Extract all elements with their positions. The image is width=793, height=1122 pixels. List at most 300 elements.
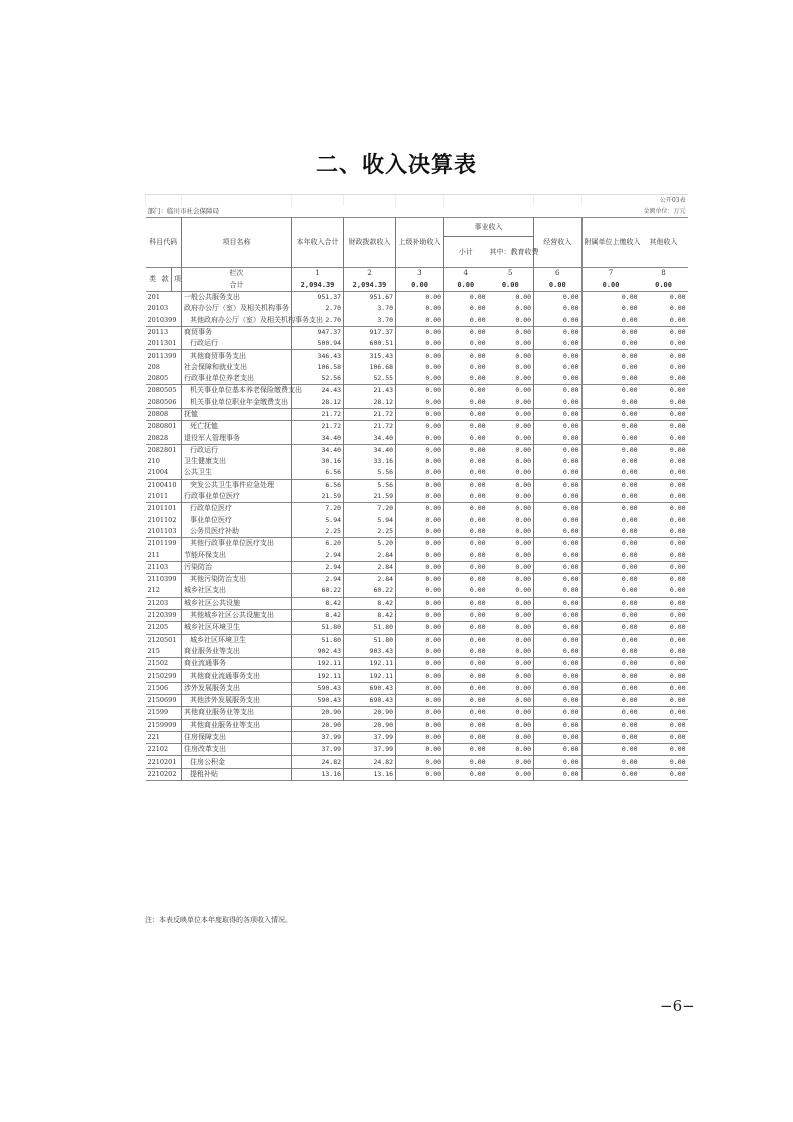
amount-cell: 0.00 (669, 422, 686, 431)
amount-cell: 0.00 (396, 538, 444, 550)
amount-cell: 30.16 (292, 456, 344, 467)
amount-cell: 0.00 (582, 609, 640, 621)
amount-cell: 0.00 (396, 574, 444, 586)
amount-cell: 0.00 (582, 373, 640, 385)
table-row (146, 561, 688, 573)
amount-cell: 5.56 (344, 479, 396, 491)
amount-cell: 0.00 (582, 314, 640, 326)
amount-cell: 0.00 (488, 444, 534, 456)
amount-cell: 315.43 (344, 350, 396, 362)
header-affiliated: 附属单位上缴收入 (582, 218, 640, 268)
table-row (146, 291, 688, 303)
page-title: 二、收入决算表 (315, 153, 477, 178)
amount-cell: 0.00 (534, 634, 582, 646)
amount-cell: 5.94 (344, 515, 396, 526)
amount-cell: 34.40 (344, 432, 396, 444)
amount-cell: 0.00 (669, 468, 686, 477)
header-item: 项 (172, 268, 182, 292)
amount-cell: 0.00 (488, 561, 534, 573)
amount-cell: 0.00 (669, 433, 686, 442)
amount-cell: 0.00 (396, 634, 444, 646)
amount-cell: 0.00 (488, 707, 534, 719)
item-name: 机关事业单位职业年金缴费支出 (182, 397, 292, 409)
amount-cell: 0.00 (534, 397, 582, 409)
amount-cell: 0.00 (469, 304, 486, 313)
amount-cell: 0.00 (582, 467, 640, 479)
amount-cell: 0.00 (396, 561, 444, 573)
amount-cell: 3.70 (344, 314, 396, 326)
amount-cell: 0.00 (669, 457, 686, 466)
amount-cell: 52.56 (292, 373, 344, 385)
amount-cell: 0.00 (534, 467, 582, 479)
subject-code: 2080506 (146, 397, 182, 409)
amount-cell: 0.00 (669, 550, 686, 559)
table-row (146, 432, 688, 444)
amount-cell: 0.00 (469, 598, 486, 607)
amount-cell: 0.00 (396, 731, 444, 743)
table-row (146, 744, 688, 756)
amount-cell: 0.00 (488, 574, 534, 586)
item-name: 住房改革支出 (182, 744, 292, 756)
amount-cell: 0.00 (488, 694, 534, 706)
amount-cell: 0.00 (534, 326, 582, 338)
item-name: 其他政府办公厅（室）及相关机构事务支出 (182, 314, 292, 326)
amount-cell: 0.00 (469, 671, 486, 680)
amount-cell: 0.00 (396, 432, 444, 444)
amount-cell: 13.16 (292, 768, 344, 780)
amount-cell: 0.00 (469, 492, 486, 501)
header-name: 项目名称 (182, 218, 292, 268)
amount-cell: 600.51 (344, 338, 396, 350)
table-row (146, 719, 688, 731)
amount-cell: 0.00 (488, 585, 534, 597)
item-name: 政府办公厅（室）及相关机构事务 (182, 303, 292, 314)
amount-cell: 0.00 (669, 659, 686, 668)
amount-cell: 8.42 (292, 609, 344, 621)
item-name: 商贸事务 (182, 326, 292, 338)
income-table (145, 194, 688, 781)
form-code: 公开03表 (582, 195, 688, 207)
amount-cell: 346.43 (292, 350, 344, 362)
item-name: 公务员医疗补助 (182, 526, 292, 538)
amount-cell: 34.40 (292, 432, 344, 444)
total-value: 0.00 (534, 280, 582, 292)
amount-cell: 0.00 (396, 515, 444, 526)
table-body (146, 291, 688, 780)
amount-cell: 2.70 (292, 303, 344, 314)
amount-cell: 0.00 (488, 456, 534, 467)
department-row (146, 206, 688, 218)
amount-cell: 0.00 (396, 646, 444, 658)
amount-cell: 0.00 (582, 350, 640, 362)
amount-cell: 0.00 (396, 549, 444, 561)
amount-cell: 0.00 (582, 538, 640, 550)
header-section: 款 (161, 275, 169, 284)
unit-label: 金额单位：万元 (643, 208, 686, 216)
amount-cell: 0.00 (534, 561, 582, 573)
amount-cell: 28.12 (344, 397, 396, 409)
amount-cell: 0.00 (469, 293, 486, 302)
table-row (146, 373, 688, 385)
subject-code: 2120501 (146, 634, 182, 646)
amount-cell: 34.40 (344, 444, 396, 456)
amount-cell: 0.00 (582, 456, 640, 467)
table-row (146, 503, 688, 515)
amount-cell: 0.00 (534, 421, 582, 433)
amount-cell: 0.00 (396, 670, 444, 682)
amount-cell: 0.00 (669, 683, 686, 692)
amount-cell: 590.43 (292, 694, 344, 706)
table-row (146, 385, 688, 397)
amount-cell: 0.00 (469, 611, 486, 620)
amount-cell: 0.00 (396, 444, 444, 456)
amount-cell: 0.00 (488, 682, 534, 694)
amount-cell: 0.00 (488, 768, 534, 780)
table-row (146, 707, 688, 719)
amount-cell: 0.00 (669, 480, 686, 489)
table-note: 注：本表反映单位本年度取得的各项收入情况。 (145, 916, 292, 924)
amount-cell: 0.00 (582, 549, 640, 561)
amount-cell: 0.00 (488, 432, 534, 444)
amount-cell: 20.90 (292, 719, 344, 731)
subject-code: 221 (146, 731, 182, 743)
item-name: 节能环保支出 (182, 549, 292, 561)
subject-code: 208 (146, 362, 182, 373)
total-value: 0.00 (488, 280, 534, 292)
amount-cell: 0.00 (534, 362, 582, 373)
amount-cell: 0.00 (669, 515, 686, 524)
amount-cell: 0.00 (534, 408, 582, 420)
amount-cell: 0.00 (469, 635, 486, 644)
amount-cell: 0.00 (534, 670, 582, 682)
amount-cell: 0.00 (582, 561, 640, 573)
amount-cell: 0.00 (582, 503, 640, 515)
amount-cell: 0.00 (582, 756, 640, 768)
amount-cell: 0.00 (396, 707, 444, 719)
item-name: 住房公积金 (182, 756, 292, 768)
amount-cell: 0.00 (396, 385, 444, 397)
amount-cell: 20.90 (344, 707, 396, 719)
table-row (146, 397, 688, 409)
item-name: 死亡抚恤 (182, 421, 292, 433)
amount-cell: 0.00 (669, 526, 686, 535)
total-value: 0.00 (457, 280, 475, 289)
amount-cell: 37.99 (292, 731, 344, 743)
total-value: 0.00 (582, 280, 640, 292)
amount-cell: 0.00 (534, 597, 582, 609)
col-number-3: 3 (396, 268, 444, 280)
item-name: 行政单位医疗 (182, 503, 292, 515)
total-value: 0.00 (655, 280, 672, 289)
amount-cell: 0.00 (488, 515, 534, 526)
amount-cell: 0.00 (534, 646, 582, 658)
amount-cell: 0.00 (534, 744, 582, 756)
amount-cell: 0.00 (534, 682, 582, 694)
amount-cell: 0.00 (488, 385, 534, 397)
col-number-1: 1 (292, 268, 344, 280)
amount-cell: 0.00 (669, 745, 686, 754)
amount-cell: 0.00 (582, 326, 640, 338)
amount-cell: 0.00 (582, 408, 640, 420)
subject-code: 2150299 (146, 670, 182, 682)
amount-cell: 0.00 (582, 622, 640, 634)
amount-cell: 0.00 (469, 720, 486, 729)
amount-cell: 0.00 (488, 538, 534, 550)
amount-cell: 21.59 (344, 491, 396, 503)
item-name: 城乡社区环境卫生 (182, 634, 292, 646)
amount-cell: 0.00 (396, 744, 444, 756)
amount-cell: 51.80 (292, 622, 344, 634)
amount-cell: 0.00 (396, 658, 444, 670)
table-row (146, 670, 688, 682)
amount-cell: 37.99 (292, 744, 344, 756)
amount-cell: 0.00 (396, 362, 444, 373)
subject-code: 21205 (146, 622, 182, 634)
subject-code: 21599 (146, 707, 182, 719)
amount-cell: 0.00 (582, 362, 640, 373)
amount-cell: 0.00 (396, 408, 444, 420)
item-name: 污染防治 (182, 561, 292, 573)
department-label: 部门：临川市社会保障局 (147, 207, 219, 216)
table-row (146, 303, 688, 314)
header-fiscal: 财政拨款收入 (344, 218, 396, 268)
amount-cell: 0.00 (582, 338, 640, 350)
table-row (146, 467, 688, 479)
subject-code: 2082801 (146, 444, 182, 456)
amount-cell: 0.00 (396, 373, 444, 385)
amount-cell: 0.00 (469, 526, 486, 535)
table-row (146, 350, 688, 362)
amount-cell: 0.00 (582, 385, 640, 397)
subject-code: 212 (146, 585, 182, 597)
amount-cell: 0.00 (669, 623, 686, 632)
amount-cell: 0.00 (469, 586, 486, 595)
amount-cell: 24.82 (292, 756, 344, 768)
table-row (146, 362, 688, 373)
amount-cell: 5.94 (292, 515, 344, 526)
amount-cell: 0.00 (669, 445, 686, 454)
amount-cell: 0.00 (582, 479, 640, 491)
amount-cell: 0.00 (469, 362, 486, 371)
amount-cell: 0.00 (488, 634, 534, 646)
amount-cell: 0.00 (488, 314, 534, 326)
amount-cell: 21.72 (292, 421, 344, 433)
amount-cell: 0.00 (582, 421, 640, 433)
table-row (146, 491, 688, 503)
item-name: 公共卫生 (182, 467, 292, 479)
amount-cell: 51.80 (344, 622, 396, 634)
amount-cell: 0.00 (469, 457, 486, 466)
amount-cell: 0.00 (582, 526, 640, 538)
header-business-sub: 小计 (458, 247, 473, 256)
amount-cell: 0.00 (469, 515, 486, 524)
amount-cell: 0.00 (669, 304, 686, 313)
amount-cell: 0.00 (396, 694, 444, 706)
amount-cell: 0.00 (534, 574, 582, 586)
item-name: 行政运行 (182, 338, 292, 350)
table-row (146, 574, 688, 586)
col-number-6: 6 (534, 268, 582, 280)
item-name: 其他行政事业单位医疗支出 (182, 538, 292, 550)
item-name: 其他城乡社区公共设施支出 (182, 609, 292, 621)
amount-cell: 192.11 (292, 670, 344, 682)
subject-code: 20113 (146, 326, 182, 338)
subject-code: 201 (146, 291, 182, 303)
table-row (146, 622, 688, 634)
amount-cell: 0.00 (534, 291, 582, 303)
amount-cell: 0.00 (534, 385, 582, 397)
item-name: 退役军人管理事务 (182, 432, 292, 444)
amount-cell: 0.00 (582, 694, 640, 706)
amount-cell: 192.11 (292, 658, 344, 670)
amount-cell: 0.00 (396, 303, 444, 314)
amount-cell: 0.00 (488, 421, 534, 433)
amount-cell: 0.00 (669, 351, 686, 360)
amount-cell: 192.11 (344, 670, 396, 682)
amount-cell: 8.42 (292, 597, 344, 609)
item-name: 提租补贴 (182, 768, 292, 780)
subject-code: 2150699 (146, 694, 182, 706)
amount-cell: 0.00 (396, 585, 444, 597)
amount-cell: 0.00 (488, 479, 534, 491)
amount-cell: 0.00 (469, 696, 486, 705)
amount-cell: 8.42 (344, 597, 396, 609)
amount-cell: 0.00 (669, 598, 686, 607)
amount-cell: 0.00 (669, 611, 686, 620)
amount-cell: 0.00 (396, 456, 444, 467)
header-operating: 经营收入 (534, 218, 582, 268)
amount-cell: 21.72 (344, 408, 396, 420)
item-name: 住房保障支出 (182, 731, 292, 743)
amount-cell: 0.00 (534, 658, 582, 670)
amount-cell: 0.00 (669, 362, 686, 371)
amount-cell: 21.72 (344, 421, 396, 433)
amount-cell: 0.00 (488, 646, 534, 658)
amount-cell: 902.43 (292, 646, 344, 658)
amount-cell: 0.00 (469, 386, 486, 395)
amount-cell: 0.00 (582, 491, 640, 503)
amount-cell: 0.00 (469, 683, 486, 692)
amount-cell: 0.00 (488, 467, 534, 479)
amount-cell: 0.00 (488, 373, 534, 385)
amount-cell: 0.00 (469, 468, 486, 477)
amount-cell: 0.00 (669, 293, 686, 302)
amount-cell: 106.58 (292, 362, 344, 373)
item-name: 社会保障和就业支出 (182, 362, 292, 373)
amount-cell: 0.00 (534, 503, 582, 515)
amount-cell: 0.00 (396, 291, 444, 303)
subject-code: 22102 (146, 744, 182, 756)
amount-cell: 947.37 (292, 326, 344, 338)
amount-cell: 2.25 (344, 526, 396, 538)
header-total: 本年收入合计 (292, 218, 344, 268)
amount-cell: 28.12 (292, 397, 344, 409)
item-name: 行政事业单位养老支出 (182, 373, 292, 385)
amount-cell: 0.00 (396, 421, 444, 433)
amount-cell: 0.00 (396, 597, 444, 609)
table-row (146, 597, 688, 609)
amount-cell: 0.00 (488, 526, 534, 538)
amount-cell: 0.00 (669, 397, 686, 406)
amount-cell: 0.00 (669, 539, 686, 548)
table-row (146, 646, 688, 658)
subject-code: 2159999 (146, 719, 182, 731)
amount-cell: 2.94 (292, 561, 344, 573)
amount-cell: 0.00 (396, 467, 444, 479)
amount-cell: 21.43 (344, 385, 396, 397)
header-business: 事业收入 (444, 218, 534, 237)
amount-cell: 0.00 (469, 315, 486, 324)
amount-cell: 0.00 (488, 303, 534, 314)
amount-cell: 0.00 (488, 326, 534, 338)
table-row (146, 609, 688, 621)
amount-cell: 0.00 (396, 479, 444, 491)
amount-cell: 0.00 (469, 410, 486, 418)
amount-cell: 0.00 (582, 658, 640, 670)
amount-cell: 0.00 (469, 339, 486, 348)
amount-cell: 0.00 (669, 386, 686, 395)
col-number-2: 2 (344, 268, 396, 280)
item-name: 事业单位医疗 (182, 515, 292, 526)
amount-cell: 2.70 (292, 314, 344, 326)
amount-cell: 0.00 (488, 549, 534, 561)
amount-cell: 0.00 (469, 433, 486, 442)
amount-cell: 0.00 (469, 659, 486, 668)
amount-cell: 0.00 (582, 397, 640, 409)
table-row (146, 408, 688, 420)
amount-cell: 20.90 (292, 707, 344, 719)
amount-cell: 0.00 (534, 444, 582, 456)
amount-cell: 0.00 (488, 719, 534, 731)
table-row (146, 682, 688, 694)
item-name: 涉外发展服务支出 (182, 682, 292, 694)
income-table-sheet (145, 194, 687, 781)
amount-cell: 0.00 (534, 707, 582, 719)
item-name: 其他商业服务业等支出 (182, 707, 292, 719)
amount-cell: 0.00 (396, 350, 444, 362)
amount-cell: 7.20 (292, 503, 344, 515)
amount-cell: 0.00 (488, 597, 534, 609)
amount-cell: 0.00 (488, 756, 534, 768)
subject-code: 20103 (146, 303, 182, 314)
item-name: 其他污染防治支出 (182, 574, 292, 586)
subject-code: 2120399 (146, 609, 182, 621)
amount-cell: 0.00 (534, 694, 582, 706)
amount-cell: 5.56 (344, 467, 396, 479)
amount-cell: 0.00 (396, 756, 444, 768)
amount-cell: 0.00 (582, 646, 640, 658)
amount-cell: 0.00 (469, 351, 486, 360)
amount-cell: 951.67 (344, 291, 396, 303)
amount-cell: 192.11 (344, 658, 396, 670)
amount-cell: 0.00 (534, 303, 582, 314)
amount-cell: 0.00 (582, 585, 640, 597)
amount-cell: 0.00 (534, 479, 582, 491)
amount-cell: 0.00 (669, 562, 686, 571)
subject-code: 2101199 (146, 538, 182, 550)
amount-cell: 0.00 (534, 456, 582, 467)
subject-code: 21506 (146, 682, 182, 694)
amount-cell: 0.00 (534, 314, 582, 326)
amount-cell: 0.00 (488, 744, 534, 756)
header-upper: 上级补助收入 (396, 218, 444, 268)
amount-cell: 0.00 (469, 562, 486, 571)
amount-cell: 21.72 (292, 408, 344, 420)
table-row (146, 549, 688, 561)
amount-cell: 0.00 (469, 623, 486, 632)
amount-cell: 6.20 (292, 538, 344, 550)
item-name: 突发公共卫生事件应急处理 (182, 479, 292, 491)
